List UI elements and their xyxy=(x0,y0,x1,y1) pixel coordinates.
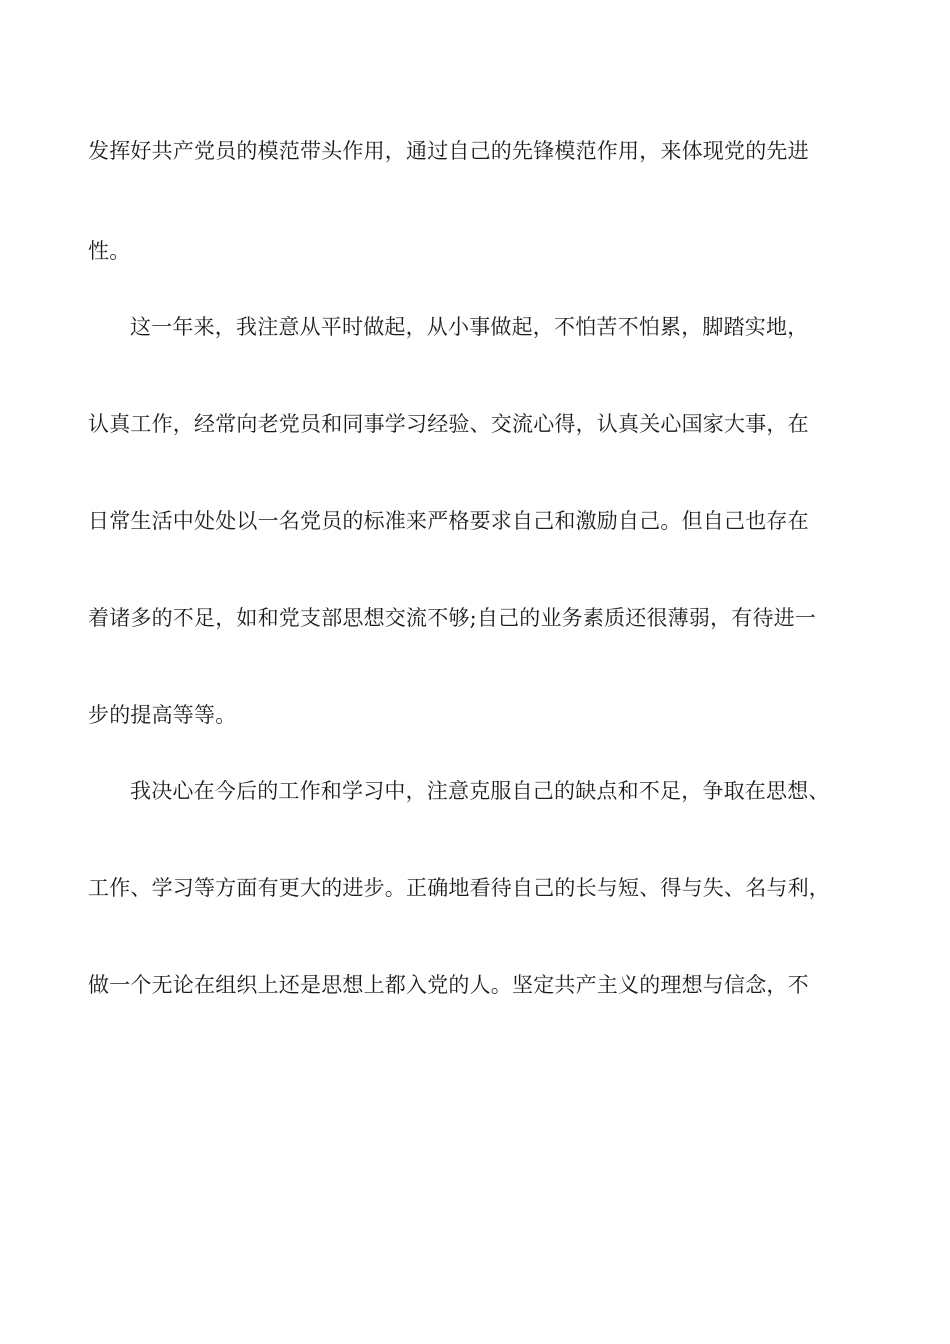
text-line: 工作、学习等方面有更大的进步。正确地看待自己的长与短、得与失、名与利， xyxy=(88,876,830,900)
paragraph-first-line: 我决心在今后的工作和学习中，注意克服自己的缺点和不足，争取在思想、 xyxy=(130,779,830,803)
text-line: 日常生活中处处以一名党员的标准来严格要求自己和激励自己。但自己也存在 xyxy=(88,509,809,533)
text-line: 着诸多的不足，如和党支部思想交流不够;自己的业务素质还很薄弱，有待进一 xyxy=(88,606,817,630)
text-line: 认真工作，经常向老党员和同事学习经验、交流心得，认真关心国家大事，在 xyxy=(88,412,809,436)
text-line: 步的提高等等。 xyxy=(88,703,237,727)
text-line: 发挥好共产党员的模范带头作用，通过自己的先锋模范作用，来体现党的先进 xyxy=(88,139,809,163)
text-line: 做一个无论在组织上还是思想上都入党的人。坚定共产主义的理想与信念，不 xyxy=(88,973,809,997)
text-line: 性。 xyxy=(88,239,131,263)
paragraph-first-line: 这一年来，我注意从平时做起，从小事做起，不怕苦不怕累，脚踏实地， xyxy=(130,315,809,339)
